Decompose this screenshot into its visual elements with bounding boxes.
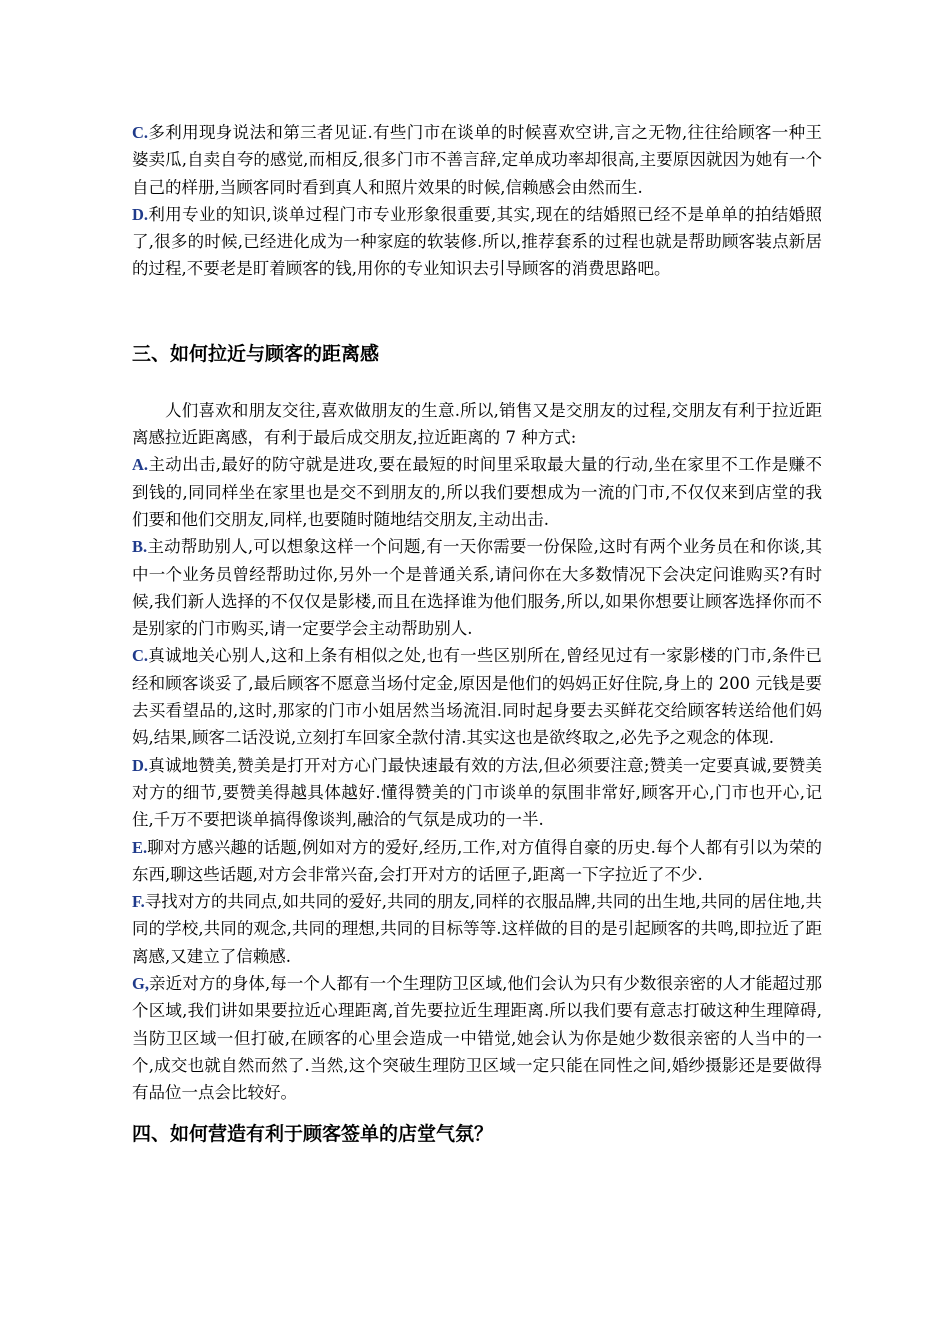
- item-text: 利用专业的知识,谈单过程门市专业形象很重要,其实,现在的结婚照已经不是单单的拍结婚照了,很多的时候,已经进化成为一种家庭的软装修.所以,推荐套系的过程也就是帮助顾客装点新居的过程,不要老是盯着顾客的钱,用你的专业知识去引导顾客的消费思路吧。: [132, 204, 822, 279]
- item-label: C.: [132, 646, 149, 666]
- list-item-b: [132, 533, 822, 642]
- list-item-a: [132, 451, 822, 533]
- item-label: D.: [132, 204, 149, 224]
- item-text: 真诚地赞美,赞美是打开对方心门最快速最有效的方法,但必须要注意;赞美一定要真诚,要赞美对方的细节,要赞美得越具体越好.懂得赞美的门市谈单的氛围非常好,顾客开心,门市也开心,记住,千万不要把谈单搞得像谈判,融洽的气氛是成功的一半.: [132, 755, 822, 830]
- item-label: G,: [132, 974, 149, 994]
- item-text: 多利用现身说法和第三者见证.有些门市在谈单的时候喜欢空讲,言之无物,往往给顾客一种王婆卖瓜,自卖自夸的感觉,而相反,很多门市不善言辞,定单成功率却很高,主要原因就因为她有一个自己的样册,当顾客同时看到真人和照片效果的时候,信赖感会由然而生.: [132, 123, 822, 197]
- item-text: 聊对方感兴趣的话题,例如对方的爱好,经历,工作,对方值得自豪的历史.每个人都有引以为荣的东西,聊这些话题,对方会非常兴奋,会打开对方的话匣子,距离一下字拉近了不少.: [132, 837, 822, 884]
- section-4-heading: 四、如何营造有利于顾客签单的店堂气氛？: [132, 1122, 494, 1145]
- item-text: 主动帮助别人,可以想象这样一个问题,有一天你需要一份保险,这时有两个业务员在和你谈,其中一个业务员曾经帮助过你,另外一个是普通关系,请问你在大多数情况下会决定问谁购买?有时候,我们新人选择的不仅仅是影楼,而且在选择谁为他们服务,所以,如果你想要让顾客选择你而不是别家的门市购买,请一定要学会主动帮助别人.: [132, 537, 822, 639]
- list-item-c: [132, 642, 822, 751]
- list-item-d: [132, 201, 822, 283]
- list-item-e: [132, 834, 822, 889]
- section-3-heading: 三、如何拉近与顾客的距离感: [132, 342, 380, 365]
- document-body: [132, 119, 822, 1149]
- item-text: 主动出击,最好的防守就是进攻,要在最短的时间里采取最大量的行动,坐在家里不工作是赚不到钱的,同同样坐在家里也是交不到朋友的,所以我们要想成为一流的门市,不仅仅来到店堂的我们要和他们交朋友,同样,也要随时随地结交朋友,主动出击.: [132, 455, 822, 529]
- item-label: C.: [132, 123, 149, 142]
- section-3-intro: 人们喜欢和朋友交往,喜欢做朋友的生意.所以,销售又是交朋友的过程,交朋友有利于拉近距离感拉近距离感，有利于最后成交朋友,拉近距离的 7 种方式:: [132, 400, 822, 448]
- item-text: 寻找对方的共同点,如共同的爱好,共同的朋友,同样的衣服品牌,共同的出生地,共同的居住地,共同的学校,共同的观念,共同的理想,共同的目标等等.这样做的目的是引起顾客的共鸣,即拉近了距离感,又建立了信赖感.: [132, 892, 822, 966]
- item-label: B.: [132, 537, 148, 557]
- item-label: D.: [132, 755, 149, 775]
- list-item-g: [132, 970, 822, 1106]
- item-label: A.: [132, 455, 149, 475]
- item-text: 亲近对方的身体,每一个人都有一个生理防卫区域,他们会认为只有少数很亲密的人才能超过那个区域,我们讲如果要拉近心理距离,首先要拉近生理距离.所以我们要有意志打破这种生理障碍,当防卫区域一但打破,在顾客的心里会造成一中错觉,她会认为你是她少数很亲密的人当中的一个,成交也就自然而然了.当然,这个突破生理防卫区域一定只能在同性之间,婚纱摄影还是要做得有品位一点会比较好。: [132, 974, 822, 1103]
- list-item-f: [132, 888, 822, 970]
- item-text: 真诚地关心别人,这和上条有相似之处,也有一些区别所在,曾经见过有一家影楼的门市,条件已经和顾客谈妥了,最后顾客不愿意当场付定金,原因是他们的妈妈正好住院,身上的 200 元钱是要去买看望品的,这时,那家的门市小姐居然当场流泪.同时起身要去买鲜花交给顾客转送给他们妈妈,结果,顾客二话没说,立刻打车回家全款付清.其实这也是欲终取之,必先予之观念的体现.: [132, 646, 822, 748]
- item-label: E.: [132, 837, 148, 857]
- list-item-d: [132, 752, 822, 834]
- item-label: F.: [132, 892, 145, 912]
- list-item-c: [132, 119, 822, 201]
